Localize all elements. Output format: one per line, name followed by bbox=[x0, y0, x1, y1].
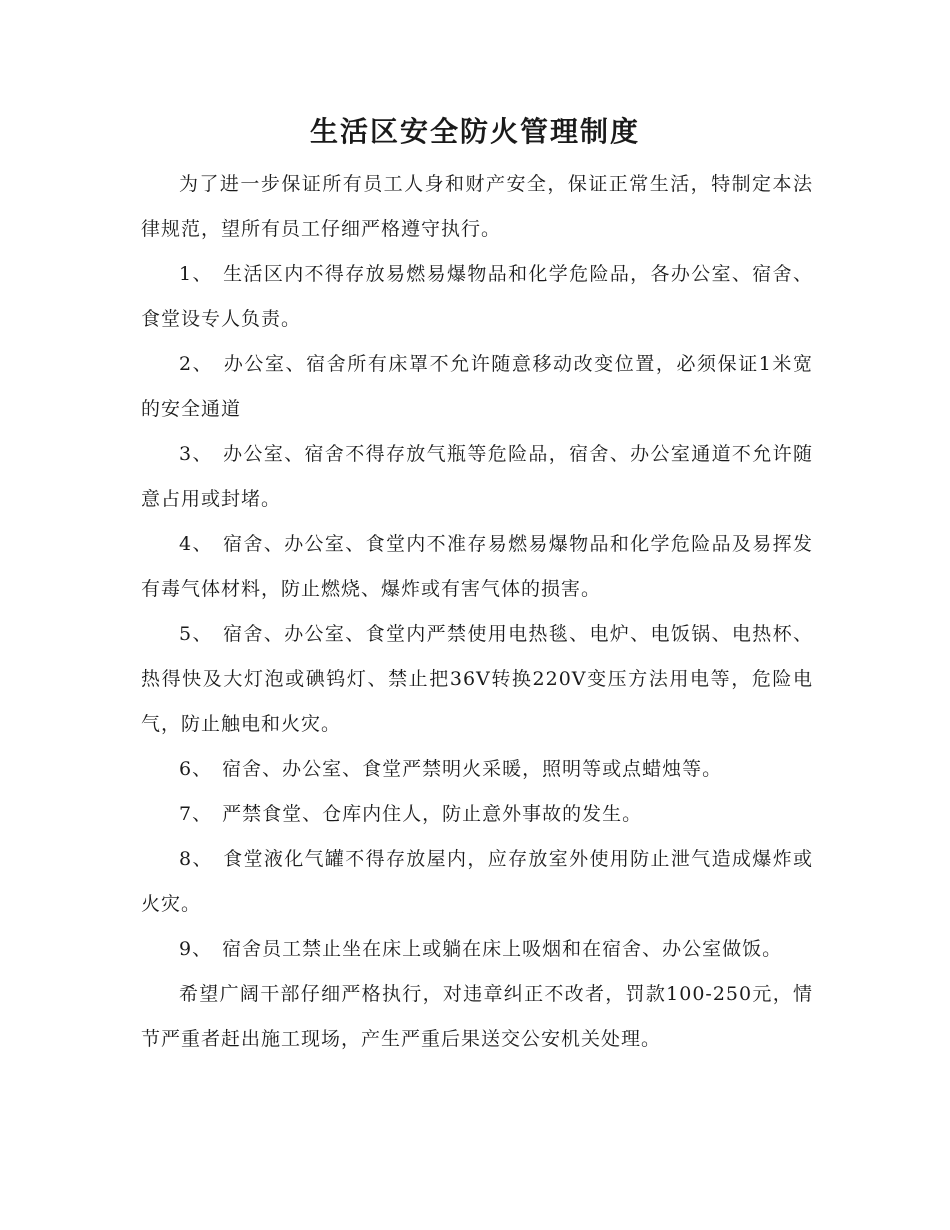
rule-item-1 bbox=[141, 252, 813, 342]
rule-text: 宿舍员工禁止坐在床上或躺在床上吸烟和在宿舍、办公室做饭。 bbox=[222, 938, 783, 960]
rule-number: 5、 bbox=[179, 623, 213, 645]
rule-number: 8、 bbox=[179, 848, 213, 870]
page-title: 生活区安全防火管理制度 bbox=[309, 115, 640, 148]
rule-item-8 bbox=[141, 837, 813, 927]
rule-number: 1、 bbox=[179, 263, 213, 285]
rule-number: 9、 bbox=[179, 938, 213, 960]
closing-paragraph: 希望广阔干部仔细严格执行，对违章纠正不改者，罚款100-250元，情节严重者赶出施工现场，产生严重后果送交公安机关处理。 bbox=[141, 983, 813, 1050]
rule-item-2 bbox=[141, 342, 813, 432]
rule-item-9 bbox=[141, 927, 813, 972]
rule-text: 严禁食堂、仓库内住人，防止意外事故的发生。 bbox=[222, 803, 643, 825]
rule-text: 办公室、宿舍不得存放气瓶等危险品，宿舍、办公室通道不允许随意占用或封堵。 bbox=[141, 443, 813, 510]
rule-text: 食堂液化气罐不得存放屋内，应存放室外使用防止泄气造成爆炸或火灾。 bbox=[141, 848, 813, 915]
rule-item-3 bbox=[141, 432, 813, 522]
rule-text: 宿舍、办公室、食堂内不准存易燃易爆物品和化学危险品及易挥发有毒气体材料，防止燃烧、爆炸或有害气体的损害。 bbox=[141, 533, 813, 600]
document-body bbox=[141, 162, 813, 1062]
rule-number: 7、 bbox=[179, 803, 213, 825]
rule-number: 3、 bbox=[179, 443, 213, 465]
rule-number: 6、 bbox=[179, 758, 213, 780]
rule-text: 生活区内不得存放易燃易爆物品和化学危险品，各办公室、宿舍、食堂设专人负责。 bbox=[141, 263, 813, 330]
rule-number: 2、 bbox=[179, 353, 214, 375]
rule-text: 办公室、宿舍所有床罩不允许随意移动改变位置，必须保证1米宽的安全通道 bbox=[141, 353, 814, 420]
rule-item-4 bbox=[141, 522, 813, 612]
intro-paragraph: 为了进一步保证所有员工人身和财产安全，保证正常生活，特制定本法律规范，望所有员工仔细严格遵守执行。 bbox=[141, 173, 813, 240]
rule-item-7 bbox=[141, 792, 813, 837]
rule-item-5 bbox=[141, 612, 813, 747]
rule-text: 宿舍、办公室、食堂内严禁使用电热毯、电炉、电饭锅、电热杯、热得快及大灯泡或碘钨灯、禁止把36V转换220V变压方法用电等，危险电气，防止触电和火灾。 bbox=[141, 623, 813, 735]
rule-item-6 bbox=[141, 747, 813, 792]
rule-text: 宿舍、办公室、食堂严禁明火采暖，照明等或点蜡烛等。 bbox=[222, 758, 723, 780]
rule-number: 4、 bbox=[179, 533, 213, 555]
